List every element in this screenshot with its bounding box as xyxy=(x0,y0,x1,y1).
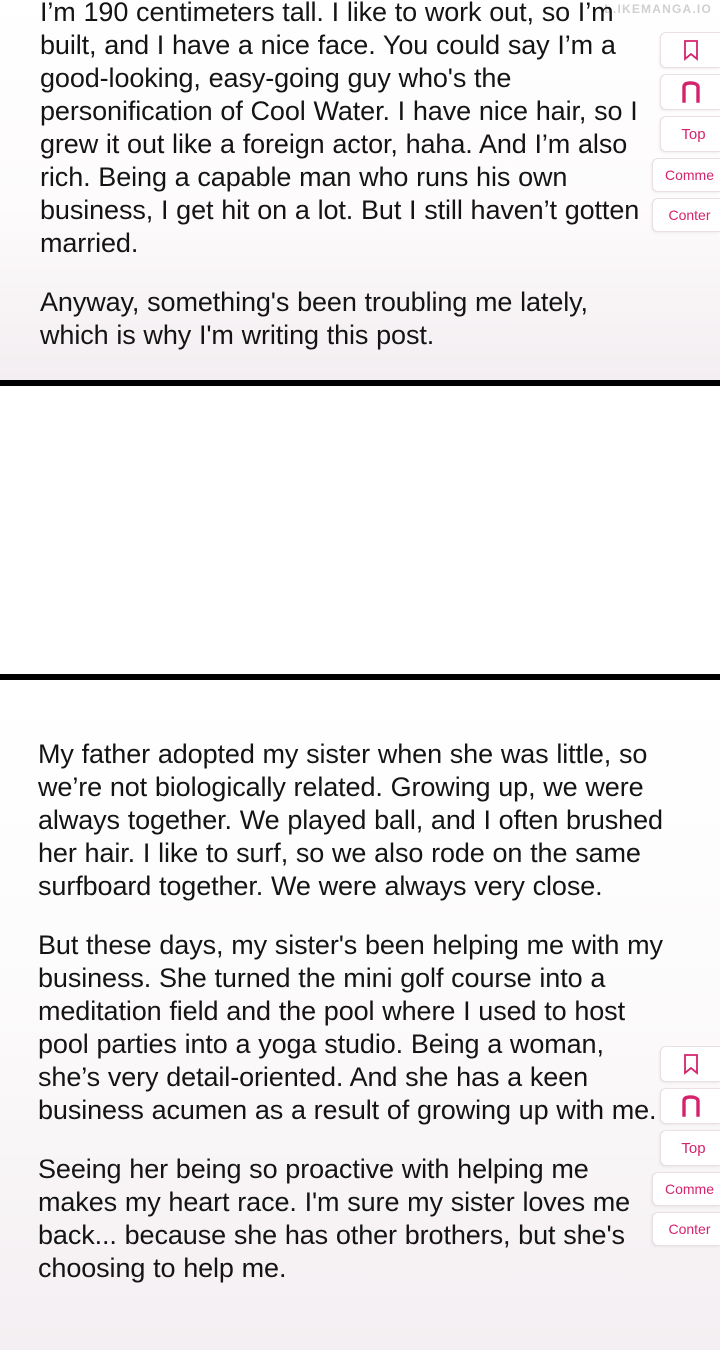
comments-button-label: Comme xyxy=(664,1181,714,1197)
n-logo-icon xyxy=(681,81,701,103)
paragraph: Seeing her being so proactive with helping me makes my heart race. I'm sure my sister loves me back... because she has other brothers, but she's choosing to help me. xyxy=(38,1154,631,1283)
bookmark-icon xyxy=(681,1053,701,1075)
page-panel-bottom xyxy=(0,686,720,1350)
side-toolbar-top[interactable] xyxy=(648,32,720,232)
n-logo-icon xyxy=(681,1095,701,1117)
comments-button[interactable] xyxy=(652,1172,720,1206)
site-watermark: L.IKEMANGA.IO xyxy=(604,2,712,16)
contents-button-label: Conter xyxy=(668,1221,711,1237)
nav-button[interactable] xyxy=(660,1088,720,1124)
bookmark-icon xyxy=(681,39,701,61)
story-text-bottom xyxy=(38,738,666,1285)
bookmark-button[interactable] xyxy=(660,1046,720,1082)
top-button-label: Top xyxy=(681,1139,706,1157)
comments-button-label: Comme xyxy=(664,167,714,183)
paragraph: My father adopted my sister when she was little, so we’re not biologically related. Growing up, we were always together. We played ball, and I often brushed her hair. I like to surf, so we also rode on the same surfboard together. We were always very close. xyxy=(38,739,663,901)
nav-button[interactable] xyxy=(660,74,720,110)
paragraph: But these days, my sister's been helping me with my business. She turned the mini golf course into a meditation field and the pool where I used to host pool parties into a yoga studio. Being a woman, she’s very detail-oriented. And she has a keen business acumen as a result of growing up with me. xyxy=(38,930,663,1125)
contents-button-label: Conter xyxy=(668,207,711,223)
contents-button[interactable] xyxy=(652,198,720,232)
contents-button[interactable] xyxy=(652,1212,720,1246)
page-panel-top xyxy=(0,0,720,380)
story-text-top xyxy=(40,0,660,352)
bookmark-button[interactable] xyxy=(660,32,720,68)
top-button[interactable] xyxy=(660,1130,720,1166)
top-button-label: Top xyxy=(681,125,706,143)
side-toolbar-bottom[interactable] xyxy=(648,1046,720,1246)
paragraph: Anyway, something's been troubling me lately, which is why I'm writing this post. xyxy=(40,287,588,350)
top-button[interactable] xyxy=(660,116,720,152)
paragraph: I’m 190 centimeters tall. I like to work out, so I’m built, and I have a nice face. You could say I’m a good-looking, easy-going guy who's the personification of Cool Water. I have nice hair, so I grew it out like a foreign actor, haha. And I’m also rich. Being a capable man who runs his own business, I get hit on a lot. But I still haven’t gotten married. xyxy=(40,0,640,258)
page-panel-blank xyxy=(0,380,720,680)
comments-button[interactable] xyxy=(652,158,720,192)
